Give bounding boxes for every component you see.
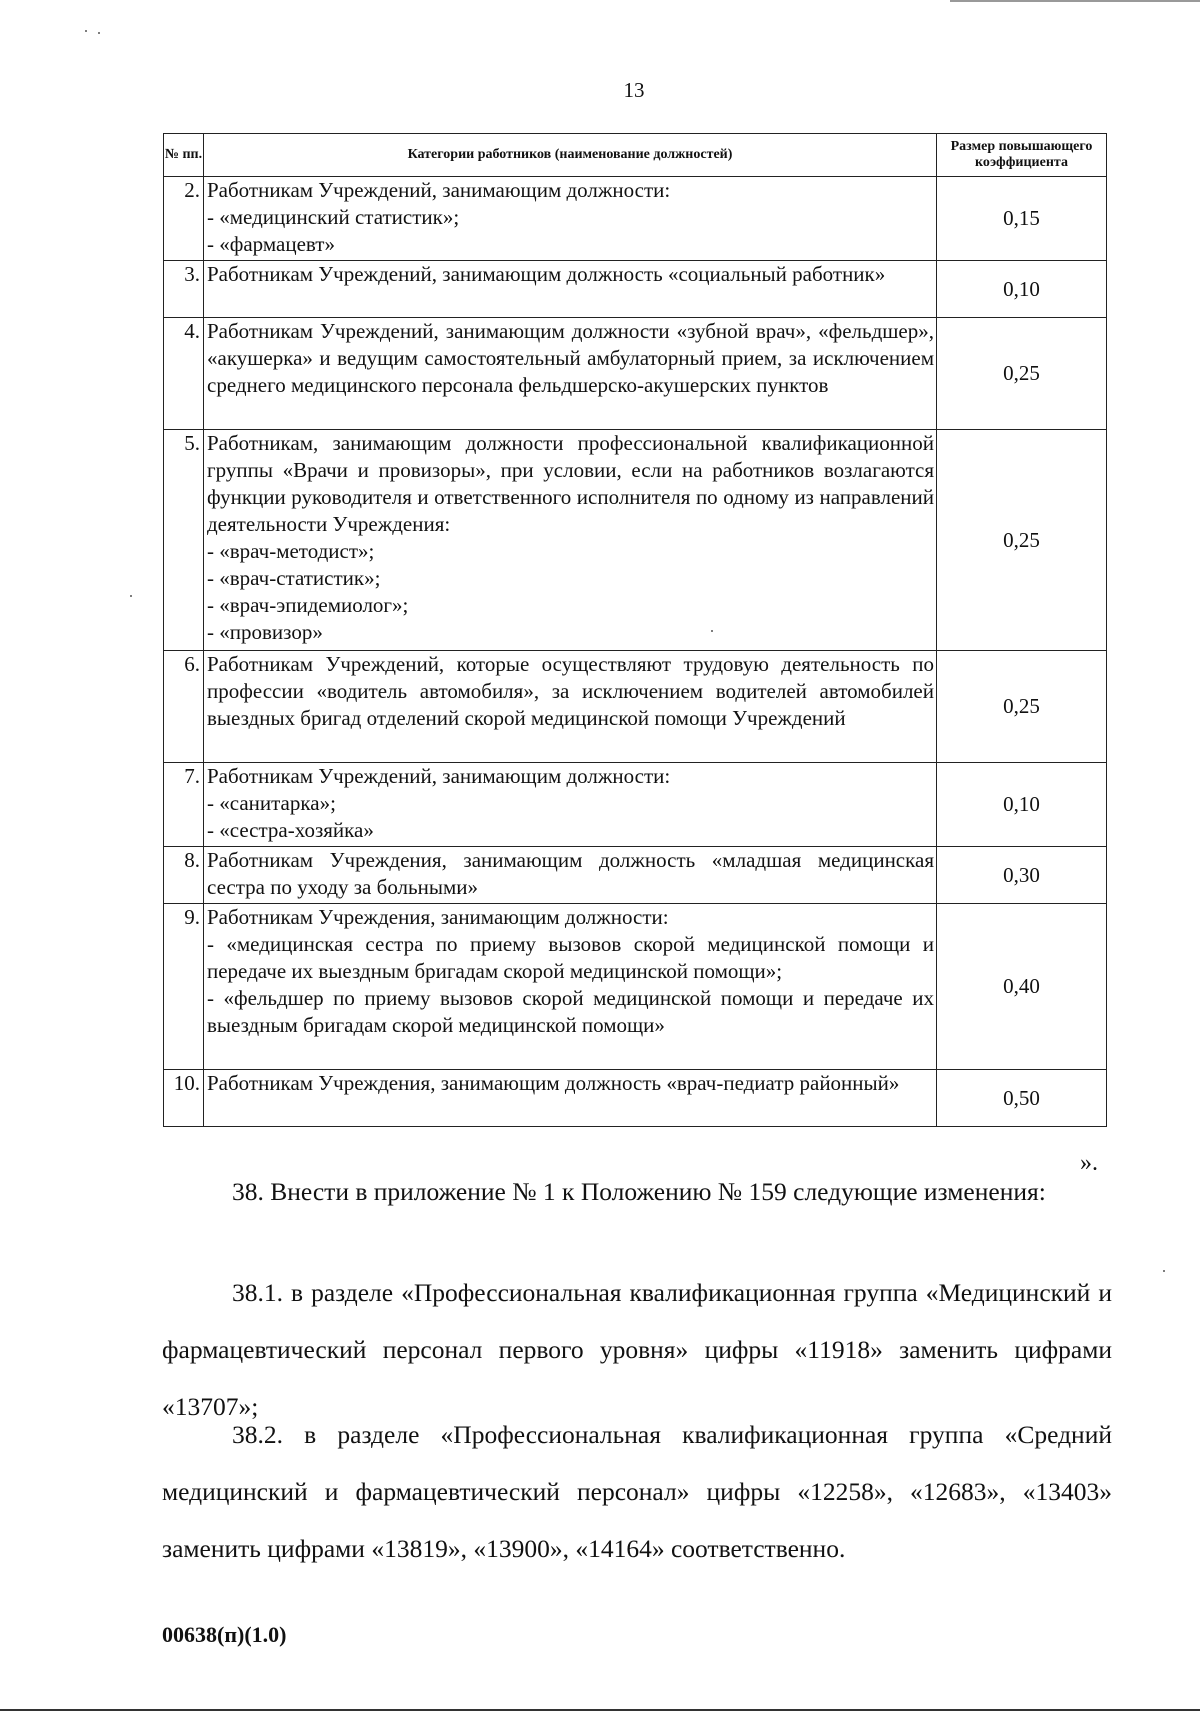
category-item: - «провизор» (207, 619, 934, 646)
category-intro: Работникам, занимающим должности профессиональной квалификационной группы «Врачи и провизоры», при условии, если на работников возлагаются функции руководителя и ответственного исполнителя по одному из направлений деятельности Учреждения: (207, 431, 934, 536)
row-category (204, 847, 937, 904)
table-row (164, 261, 1107, 318)
row-coefficient: 0,10 (937, 763, 1107, 847)
category-intro: Работникам Учреждений, занимающим должность «социальный работник» (207, 262, 886, 286)
category-item: - «врач-статистик»; (207, 565, 934, 592)
category-intro: Работникам Учреждений, которые осуществляют трудовую деятельность по профессии «водитель автомобиля», за исключением водителей автомобилей выездных бригад отделений скорой медицинской помощи Учреждений (207, 652, 934, 730)
row-number: 9. (164, 904, 204, 1070)
category-item: - «медицинская сестра по приему вызовов скорой медицинской помощи и передаче их выездным бригадам скорой медицинской помощи»; (207, 931, 934, 985)
table-row (164, 1070, 1107, 1127)
category-item: - «медицинский статистик»; (207, 204, 934, 231)
row-coefficient: 0,25 (937, 318, 1107, 430)
scan-speck (1163, 1270, 1165, 1272)
row-number: 5. (164, 430, 204, 651)
table-row (164, 847, 1107, 904)
coefficient-table (163, 133, 1107, 1127)
header-num: № пп. (164, 134, 204, 177)
header-value: Размер повышающего коэффициента (937, 134, 1107, 177)
row-coefficient: 0,50 (937, 1070, 1107, 1127)
table-body (164, 177, 1107, 1127)
row-number: 8. (164, 847, 204, 904)
row-category (204, 261, 937, 318)
row-coefficient: 0,10 (937, 261, 1107, 318)
scan-speck (85, 30, 87, 32)
scan-speck (98, 32, 100, 34)
scan-edge-bottom (0, 1709, 1200, 1711)
table-row (164, 651, 1107, 763)
table-header-row (164, 134, 1107, 177)
scan-speck (711, 630, 713, 632)
row-number: 6. (164, 651, 204, 763)
table-row (164, 763, 1107, 847)
page-number: 13 (623, 78, 645, 102)
row-number: 10. (164, 1070, 204, 1127)
category-item: - «сестра-хозяйка» (207, 817, 934, 844)
category-item: - «врач-эпидемиолог»; (207, 592, 934, 619)
row-category (204, 651, 937, 763)
row-category (204, 177, 937, 261)
row-category (204, 1070, 937, 1127)
category-intro: Работникам Учреждений, занимающим должности «зубной врач», «фельдшер», «акушерка» и ведущим самостоятельный амбулаторный прием, за исключением среднего медицинского персонала фельдшерско-акушерских пунктов (207, 319, 934, 397)
document-code: 00638(п)(1.0) (162, 1622, 287, 1647)
row-coefficient: 0,25 (937, 651, 1107, 763)
category-intro: Работникам Учреждений, занимающим должности: (207, 764, 671, 788)
row-number: 2. (164, 177, 204, 261)
table-row (164, 904, 1107, 1070)
category-item: - «врач-методист»; (207, 538, 934, 565)
row-number: 7. (164, 763, 204, 847)
row-category (204, 430, 937, 651)
scan-edge-top (950, 0, 1200, 2)
row-coefficient: 0,25 (937, 430, 1107, 651)
row-number: 3. (164, 261, 204, 318)
scan-speck (130, 595, 132, 597)
paragraph-38-1: 38.1. в разделе «Профессиональная квалификационная группа «Медицинский и фармацевтический персонал первого уровня» цифры «11918» заменить цифрами «13707»; (162, 1278, 1112, 1421)
row-coefficient: 0,40 (937, 904, 1107, 1070)
table-row (164, 430, 1107, 651)
closing-quote: ». (1080, 1150, 1098, 1176)
row-category (204, 318, 937, 430)
paragraph-38-2: 38.2. в разделе «Профессиональная квалификационная группа «Средний медицинский и фармацевтический персонал» цифры «12258», «12683», «13403» заменить цифрами «13819», «13900», «14164» соответственно. (162, 1420, 1112, 1563)
paragraph-38: 38. Внести в приложение № 1 к Положению № 159 следующие изменения: (232, 1177, 1046, 1206)
category-item: - «санитарка»; (207, 790, 934, 817)
row-coefficient: 0,30 (937, 847, 1107, 904)
table-row (164, 177, 1107, 261)
category-intro: Работникам Учреждения, занимающим должность «врач-педиатр районный» (207, 1071, 900, 1095)
row-category (204, 904, 937, 1070)
category-intro: Работникам Учреждений, занимающим должности: (207, 178, 671, 202)
category-intro: Работникам Учреждения, занимающим должность «младшая медицинская сестра по уходу за больными» (207, 848, 934, 899)
row-category (204, 763, 937, 847)
category-item: - «фельдшер по приему вызовов скорой медицинской помощи и передаче их выездным бригадам скорой медицинской помощи» (207, 985, 934, 1039)
table-row (164, 318, 1107, 430)
header-category: Категории работников (наименование должностей) (204, 134, 937, 177)
category-item: - «фармацевт» (207, 231, 934, 258)
category-intro: Работникам Учреждения, занимающим должности: (207, 905, 669, 929)
row-number: 4. (164, 318, 204, 430)
row-coefficient: 0,15 (937, 177, 1107, 261)
